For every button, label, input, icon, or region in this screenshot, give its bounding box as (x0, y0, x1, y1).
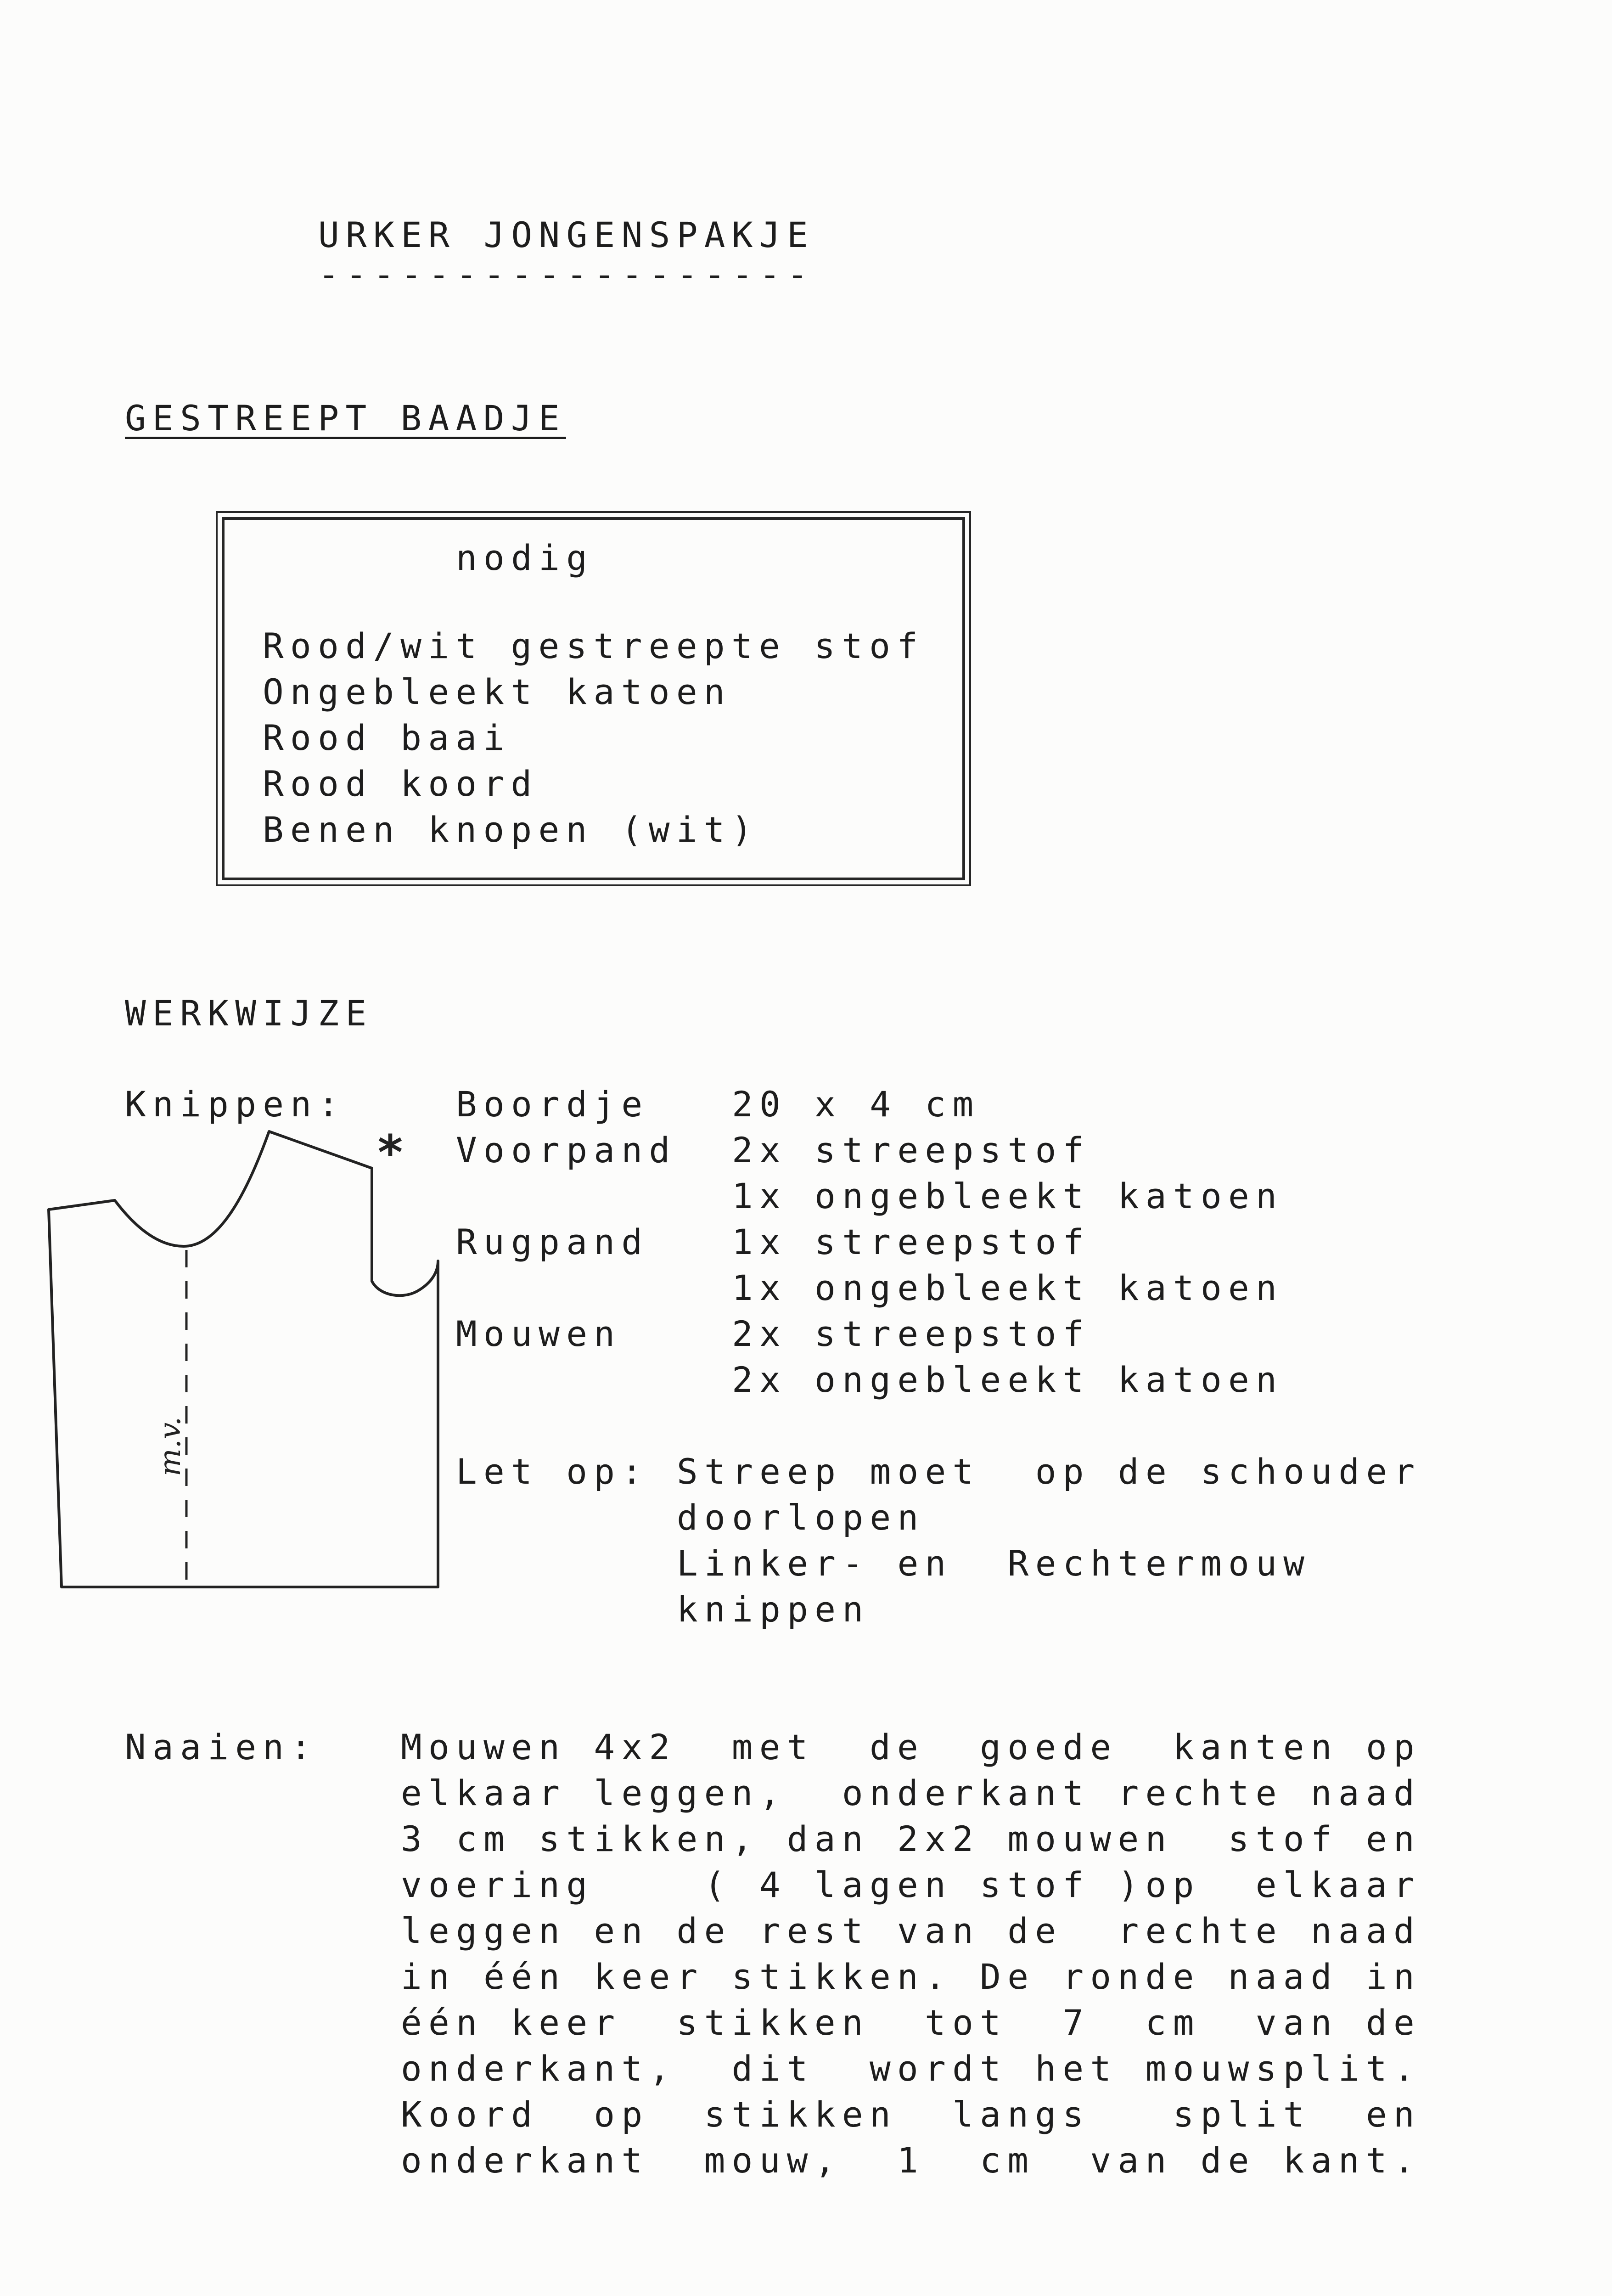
materials-heading: nodig (456, 537, 594, 578)
sewing-line: onderkant mouw, 1 cm van de kant. (401, 2140, 1421, 2181)
sewing-line: één keer stikken tot 7 cm van de (401, 2002, 1421, 2043)
pattern-sketch (28, 1102, 487, 1607)
cutting-note-line: knippen (677, 1589, 870, 1630)
cutting-part-name: Voorpand (456, 1130, 677, 1171)
cutting-part-name: Mouwen (456, 1313, 622, 1354)
materials-item: Rood/wit gestreepte stof (263, 625, 925, 666)
cutting-part-spec: 2x streepstof (732, 1313, 1090, 1354)
materials-item: Ongebleekt katoen (263, 671, 731, 712)
sewing-line: leggen en de rest van de rechte naad (401, 1910, 1421, 1951)
document-title: URKER JONGENSPAKJE (318, 214, 815, 255)
cutting-part-spec: 20 x 4 cm (732, 1084, 980, 1125)
fold-label: m.v. (153, 1417, 187, 1476)
cutting-part-name: Boordje (456, 1084, 649, 1125)
cutting-part-spec: 1x ongebleekt katoen (732, 1176, 1284, 1216)
sewing-line: voering ( 4 lagen stof )op elkaar (401, 1864, 1421, 1905)
sewing-line: in één keer stikken. De ronde naad in (401, 1956, 1421, 1997)
materials-item: Rood koord (263, 763, 539, 804)
section-heading: GESTREEPT BAADJE (125, 398, 566, 439)
cutting-part-spec: 1x streepstof (732, 1221, 1090, 1262)
sewing-label: Naaien: (125, 1727, 318, 1767)
sewing-line: elkaar leggen, onderkant rechte naad (401, 1773, 1421, 1813)
method-heading: WERKWIJZE (125, 993, 373, 1034)
asterisk-mark: * (377, 1125, 403, 1181)
materials-item: Rood baai (263, 717, 511, 758)
sewing-line: 3 cm stikken, dan 2x2 mouwen stof en (401, 1818, 1421, 1859)
cutting-part-spec: 1x ongebleekt katoen (732, 1267, 1284, 1308)
cutting-note-line: Linker- en Rechtermouw (677, 1543, 1311, 1584)
pattern-outline (49, 1131, 438, 1587)
materials-item: Benen knopen (wit) (263, 809, 759, 850)
sewing-line: Mouwen 4x2 met de goede kanten op (401, 1727, 1421, 1767)
sewing-line: onderkant, dit wordt het mouwsplit. (401, 2048, 1421, 2089)
cutting-note-line: doorlopen (677, 1497, 925, 1538)
cutting-part-spec: 2x ongebleekt katoen (732, 1359, 1284, 1400)
title-rule: ------------------ (318, 254, 815, 295)
cutting-note-label: Let op: (456, 1451, 649, 1492)
cutting-part-name: Rugpand (456, 1221, 649, 1262)
cutting-part-spec: 2x streepstof (732, 1130, 1090, 1171)
sewing-line: Koord op stikken langs split en (401, 2094, 1421, 2135)
cutting-label: Knippen: (125, 1084, 346, 1125)
cutting-note-line: Streep moet op de schouder (677, 1451, 1421, 1492)
